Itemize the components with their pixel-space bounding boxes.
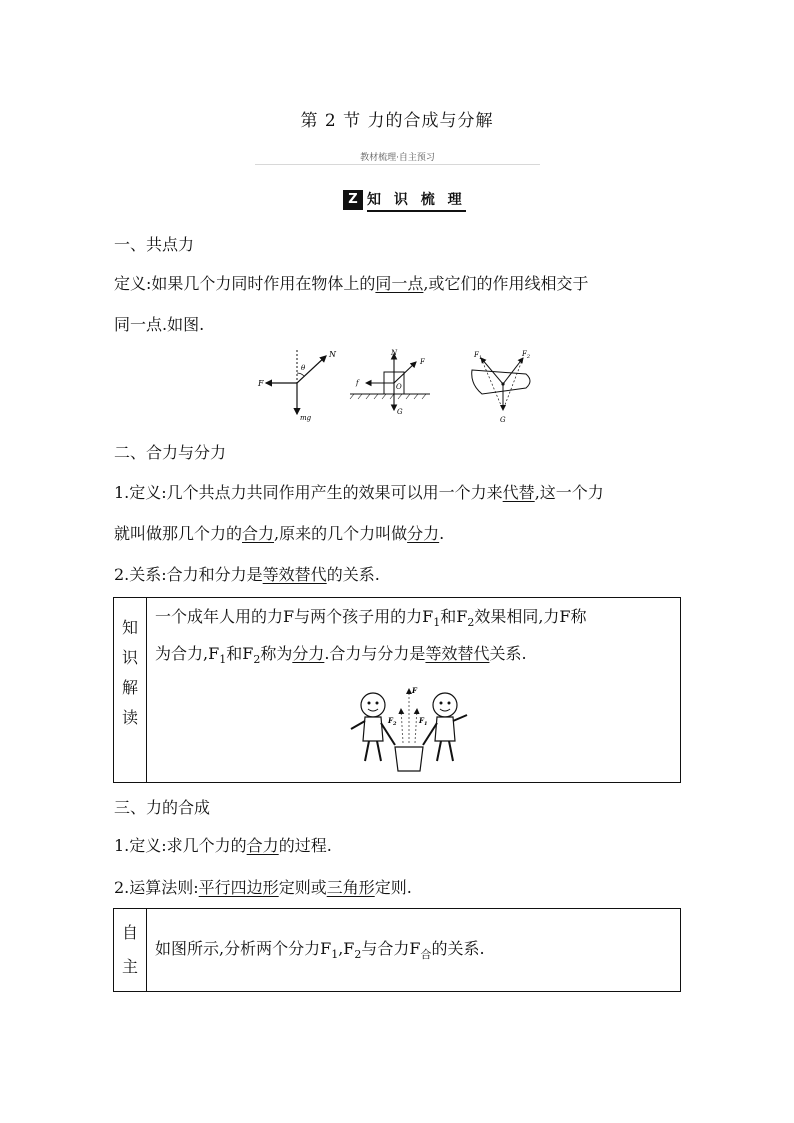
knowledge-badge	[343, 190, 466, 210]
page-title: 第 2 节 力的合成与分解	[300, 111, 494, 131]
label-F1: $F_1$	[474, 351, 483, 361]
badge-letter: Z	[343, 190, 363, 210]
answer-underline: 分力	[407, 524, 440, 543]
box-label: 自 主	[114, 909, 147, 992]
children-carrying-bucket-illustration	[345, 685, 475, 773]
answer-underline: 平行四边形	[198, 878, 279, 897]
concurrent-force-figures	[250, 348, 550, 428]
box-label: 知 识 解 读	[114, 598, 147, 783]
label-F: F	[258, 379, 264, 388]
figure-rope-force	[257, 350, 337, 422]
answer-underline: 代替	[502, 483, 535, 502]
figure-block-on-surface	[350, 349, 430, 416]
section2-heading: 二、合力与分力	[114, 443, 227, 462]
label-f: f	[356, 379, 359, 387]
label-N: N	[391, 349, 398, 357]
answer-underline: 等效替代	[425, 644, 490, 664]
section1-definition: 定义:如果几个力同时作用在物体上的同一点,或它们的作用线相交于 同一点.如图.	[114, 274, 589, 334]
section3-heading: 三、力的合成	[114, 798, 211, 817]
label-F: F	[420, 358, 425, 366]
section3-definition: 1.定义:求几个力的合力的过程.	[114, 836, 332, 855]
label-theta: θ	[301, 364, 306, 372]
label-G: G	[397, 408, 403, 416]
label-N: N	[329, 350, 336, 359]
label-G: G	[500, 416, 506, 424]
section3-rule: 2.运算法则:平行四边形定则或三角形定则.	[114, 878, 412, 897]
box-content: 如图所示,分析两个分力$F_1,F_2$与合力$F_合$的关系.	[147, 909, 681, 992]
answer-underline: 三角形	[326, 878, 375, 897]
figure-suspended-bar	[472, 350, 530, 424]
section1-heading: 一、共点力	[114, 235, 195, 254]
label-F2: $F_2$	[388, 716, 397, 728]
answer-underline: 等效替代	[262, 565, 327, 584]
label-F: F	[412, 686, 417, 696]
answer-underline: 分力	[292, 644, 325, 664]
answer-underline: 合力	[242, 524, 275, 543]
label-F2: $F_2$	[522, 350, 531, 360]
self-study-box	[113, 908, 681, 992]
section-subheading: 教材梳理·自主预习	[255, 150, 540, 165]
box-content: 一个成年人用的力F与两个孩子用的力$F_1$和$F_2$效果相同,力F称 为合力$,F_1$和$F_2$称为分力.合力与分力是等效替代关系. F $F_2$ $F_1$	[147, 598, 681, 783]
label-F1: $F_1$	[419, 716, 428, 728]
section2-relation: 2.关系:合力和分力是等效替代的关系.	[114, 565, 380, 584]
answer-underline: 同一点	[375, 274, 424, 293]
label-O: O	[396, 383, 402, 391]
badge-label: 知 识 梳 理	[367, 189, 466, 212]
section2-definition: 1.定义:几个共点力共同作用产生的效果可以用一个力来代替,这一个力 就叫做那几个力的合力,原来的几个力叫做分力.	[114, 483, 604, 543]
knowledge-interpretation-box	[113, 597, 681, 783]
answer-underline: 合力	[246, 836, 279, 855]
label-mg: mg	[300, 414, 312, 422]
